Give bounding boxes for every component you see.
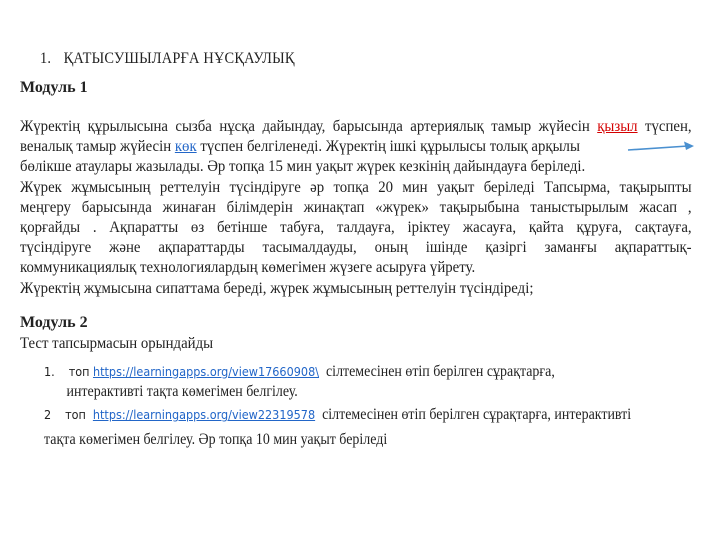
list-item: 1. топ https://learningapps.org/view17660908\ сілтемесінен өтіп берілген сұрақтарға, интерактивті тақта көмегімен белгілеу. xyxy=(44,363,555,400)
module-2-title: Модуль 2 xyxy=(20,314,88,331)
blue-color-link[interactable]: көк xyxy=(174,137,197,156)
body-line-9: Жүректің жұмысына сипаттама береді, жүрек жұмысының реттелуін түсіндіреді; xyxy=(20,278,534,297)
list-item-number: 2 xyxy=(44,407,52,422)
list-item-number: 1. xyxy=(44,364,55,379)
body-line-3: бөлікше атаулары жазылады. Әр топқа 15 мин уақыт жүрек кезкінің дайындауға беріледі. xyxy=(20,157,586,176)
body-line-1: Жүректің құрылысына сызба нұсқа дайындау, барысында артериялық тамыр жүйесін қызыл түспен, xyxy=(20,117,692,135)
list-item: 2 топ https://learningapps.org/view22319578 сілтемесінен өтіп берілген сұрақтарға, интерактивті тақта көмегімен белгілеу. Әр топқа 10 мин уақыт беріледі xyxy=(44,406,632,448)
heading-number: 1. xyxy=(40,50,52,67)
list-item-group: топ xyxy=(65,407,86,422)
list-item-group: топ xyxy=(68,364,90,379)
body-line-4: Жүрек жұмысының реттелуін түсіндіруге әр топқа 20 мин уақыт беріледі Тапсырма, тақырыпты xyxy=(20,177,692,196)
red-color-link[interactable]: қызыл xyxy=(597,117,638,135)
body-line-2: веналық тамыр жүйесін көк түспен белгіленеді. Жүректің ішкі құрылысы толық арқылы xyxy=(20,137,580,156)
body-line-6: қорғайды . Ақпаратты өз бетінше табуға, талдауға, іріктеу жасауға, қайта құруға, сақтауға, xyxy=(20,218,692,237)
heading-text: ҚАТЫСУШЫЛАРҒА НҰСҚАУЛЫҚ xyxy=(63,50,295,67)
body-line-5: меңгеру барысында жинаған білімдерін жинақтап «жүрек» тақырыбына таныстырылым жасап , xyxy=(20,197,692,216)
module-1-title: Модуль 1 xyxy=(20,79,88,96)
learningapps-link-2[interactable]: https://learningapps.org/view22319578 xyxy=(92,407,316,422)
body-line-7: түсіндіруге және ақпараттарды тасымалдауды, оның ішінде қазіргі заманғы ақпараттық- xyxy=(20,238,692,257)
arrow-right-icon xyxy=(626,140,696,154)
learningapps-link-1[interactable]: https://learningapps.org/view17660908\ xyxy=(92,364,320,379)
section-heading xyxy=(40,50,295,68)
module-1-body xyxy=(20,116,692,298)
body-line-8: коммуникациялық технологиялардың көмегімен жүзеге асыруға үйрету. xyxy=(20,258,476,277)
module-2-intro: Тест тапсырмасын орындайды xyxy=(20,334,214,352)
